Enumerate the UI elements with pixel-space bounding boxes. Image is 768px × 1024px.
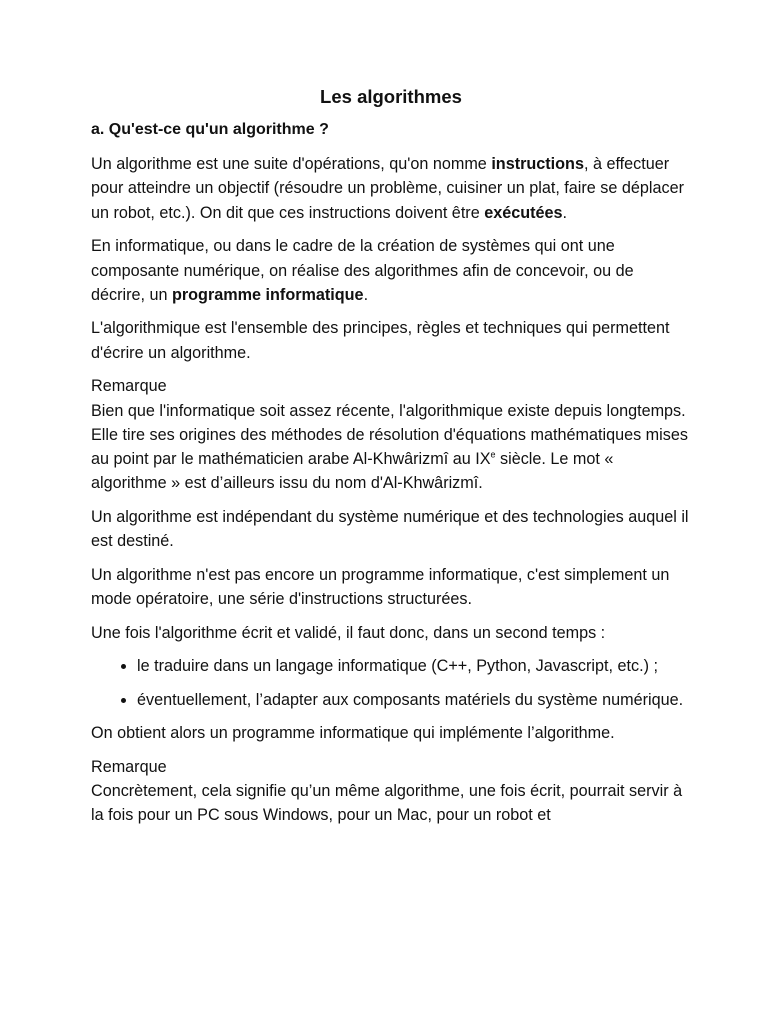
bold-term-executees: exécutées (484, 203, 563, 222)
section-heading: a. Qu'est-ce qu'un algorithme ? (91, 121, 329, 138)
list-item: • le traduire dans un langage informatique (C++, Python, Javascript, etc.) ; (137, 654, 691, 678)
superscript: e (490, 449, 496, 460)
paragraph-mode-operatoire: Un algorithme n'est pas encore un programme informatique, c'est simplement un mode opératoire, une série d'instructions structurées. (91, 565, 670, 608)
remark-text: Concrètement, cela signifie qu’un même algorithme, une fois écrit, pourrait servir à la fois pour un PC sous Windows, pour un Mac, pour un robot et (91, 782, 683, 825)
remark-label: Remarque (91, 757, 167, 776)
list-item: • éventuellement, l’adapter aux composants matériels du système numérique. (137, 688, 691, 712)
bold-term-programme: programme informatique (171, 285, 364, 304)
paragraph-independant: Un algorithme est indépendant du système numérique et des technologies auquel il est destiné. (91, 507, 689, 551)
document-page (91, 84, 691, 837)
paragraph-second-temps: Une fois l'algorithme écrit et validé, il faut donc, dans un second temps : (91, 623, 606, 642)
remark-text: Bien que l'informatique soit assez récente, l'algorithmique existe depuis longtemps. Elle tire ses origines des méthodes de résolution d'équations mathématiques mises au point par le mathématicien arabe Al-Khwârizmî au IX (91, 401, 688, 468)
paragraph-informatique (91, 234, 691, 307)
paragraph-algorithmique: L'algorithmique est l'ensemble des principes, règles et techniques qui permettent d'écrire un algorithme. (91, 319, 670, 362)
paragraph-text: . (562, 203, 568, 222)
page-title: Les algorithmes (320, 86, 462, 107)
paragraph-definition (91, 152, 691, 225)
remark-label: Remarque (91, 377, 167, 396)
remark-text: siècle. Le mot « algorithme » est d’ailleurs issu du nom d'Al-Khwârizmî. (91, 449, 614, 493)
paragraph-text: Un algorithme est une suite d'opérations, qu'on nomme (91, 155, 492, 174)
bold-term-instructions: instructions (491, 155, 584, 174)
paragraph-implemente: On obtient alors un programme informatique qui implémente l’algorithme. (91, 724, 615, 743)
remark-block (91, 755, 691, 828)
remark-block (91, 374, 691, 495)
bullet-list (91, 654, 691, 712)
paragraph-text: En informatique, ou dans le cadre de la création de systèmes qui ont une composante numérique, on réalise des algorithmes afin de concevoir, ou de décrire, un (91, 237, 634, 304)
paragraph-text: . (363, 285, 369, 304)
paragraph-text: , à effectuer pour atteindre un objectif (résoudre un problème, cuisiner un plat, faire se déplacer un robot, etc.). On dit que ces instructions doivent être (91, 155, 684, 222)
